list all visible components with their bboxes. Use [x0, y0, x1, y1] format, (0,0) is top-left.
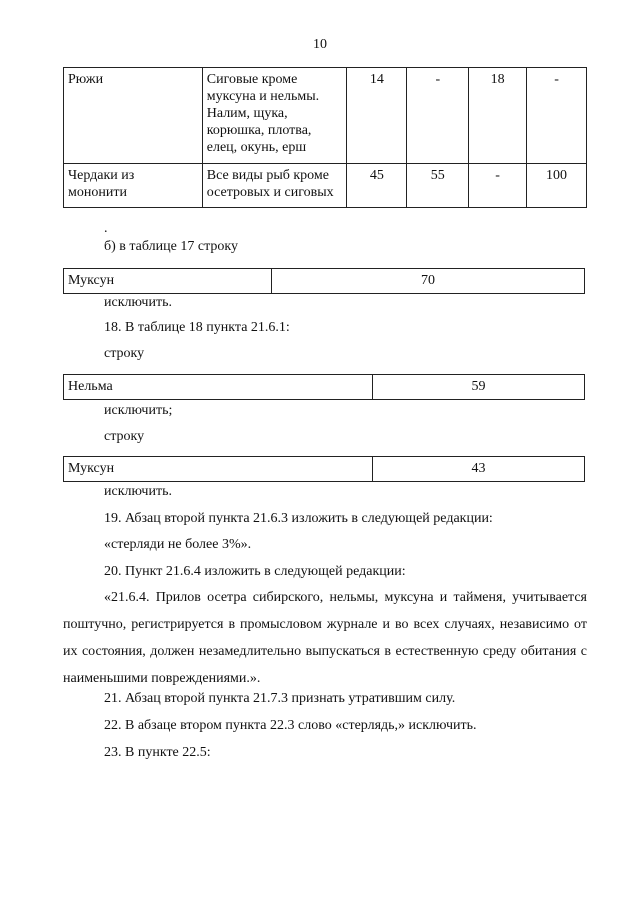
- gear-line: Чердаки из: [68, 168, 135, 183]
- value-cell: 45: [347, 164, 407, 208]
- fish-name: Муксун: [64, 457, 373, 482]
- stroku-text: строку: [104, 429, 145, 444]
- page-number: 10: [313, 37, 327, 52]
- stray-dot: .: [104, 221, 108, 236]
- item-19: 19. Абзац второй пункта 21.6.3 изложить в следующей редакции:: [104, 511, 493, 526]
- exclude-text: исключить;: [104, 403, 173, 418]
- row-nelma-59: [63, 374, 585, 400]
- value-cell: -: [469, 164, 527, 208]
- fishing-gear-table: [63, 67, 587, 208]
- gear-cell: [64, 164, 203, 208]
- stroku-text: строку: [104, 346, 145, 361]
- item-19-text: «стерляди не более 3%».: [104, 537, 252, 552]
- fish-line: Налим, щука,: [206, 106, 288, 121]
- value-cell: -: [527, 68, 587, 164]
- fish-cell: [202, 164, 347, 208]
- fish-cell: [202, 68, 347, 164]
- gear-line: мононити: [68, 185, 127, 200]
- fish-line: осетровых и сиговых: [206, 185, 334, 200]
- line-b: б) в таблице 17 строку: [104, 239, 238, 254]
- item-20: 20. Пункт 21.6.4 изложить в следующей редакции:: [104, 564, 406, 579]
- value-cell: 100: [527, 164, 587, 208]
- row-muksun-43: [63, 456, 585, 482]
- gear-cell: Рюжи: [64, 68, 203, 164]
- fish-value: 43: [373, 457, 585, 482]
- exclude-text: исключить.: [104, 484, 172, 499]
- fish-line: елец, окунь, ерш: [206, 140, 307, 155]
- value-cell: 18: [469, 68, 527, 164]
- item-21: 21. Абзац второй пункта 21.7.3 признать утратившим силу.: [104, 691, 456, 706]
- table-row: [64, 68, 587, 164]
- value-cell: 55: [407, 164, 469, 208]
- fish-name: Нельма: [64, 375, 373, 400]
- fish-line: корюшка, плотва,: [206, 123, 312, 138]
- fish-value: 59: [373, 375, 585, 400]
- fish-line: Сиговые кроме: [206, 72, 298, 87]
- exclude-text: исключить.: [104, 295, 172, 310]
- fish-line: муксуна и нельмы.: [206, 89, 320, 104]
- fish-value: 70: [272, 269, 585, 294]
- fish-name: Муксун: [64, 269, 272, 294]
- fish-line: Все виды рыб кроме: [206, 168, 329, 183]
- table-row: [64, 164, 587, 208]
- item-18: 18. В таблице 18 пункта 21.6.1:: [104, 320, 290, 335]
- value-cell: -: [407, 68, 469, 164]
- row-muksun-70: [63, 268, 585, 294]
- item-23: 23. В пункте 22.5:: [104, 745, 211, 760]
- value-cell: 14: [347, 68, 407, 164]
- item-22: 22. В абзаце втором пункта 22.3 слово «стерлядь,» исключить.: [104, 718, 477, 733]
- item-20-text: «21.6.4. Прилов осетра сибирского, нельмы, муксуна и тайменя, учитывается поштучно, регистрируется в промысловом журнале и во всех случаях, независимо от их состояния, должен незамедлительно выпускаться в естественную среду обитания с наименьшими повреждениями.».: [63, 590, 587, 686]
